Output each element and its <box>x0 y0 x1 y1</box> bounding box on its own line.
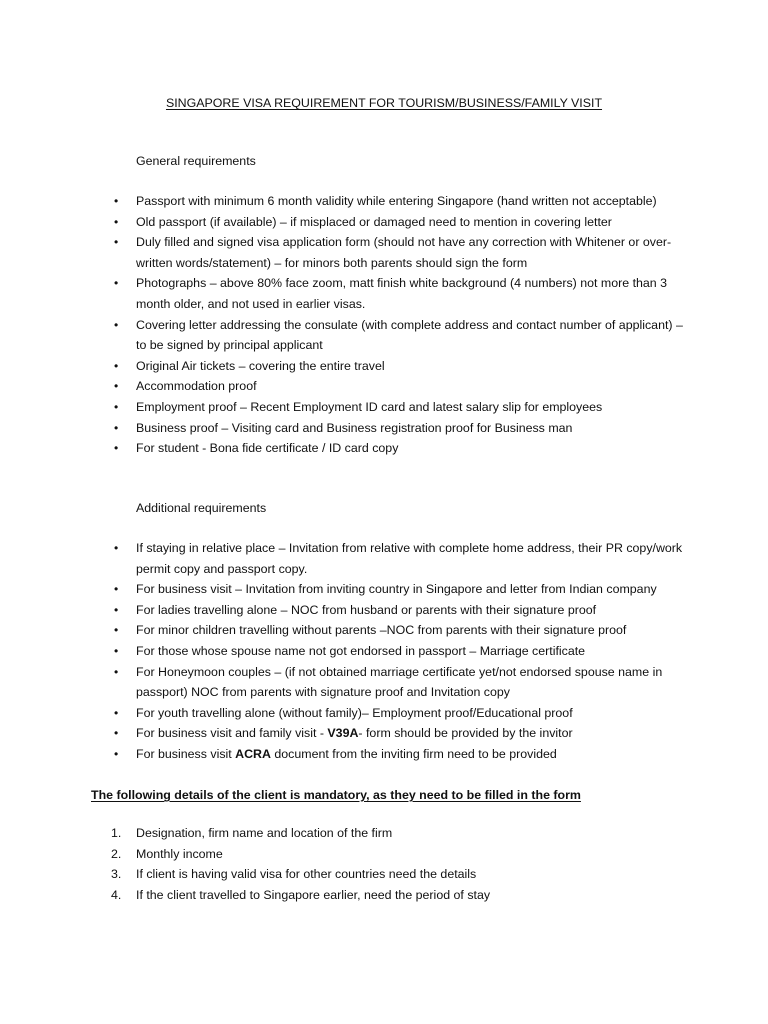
list-item: • Passport with minimum 6 month validity while entering Singapore (hand written not acceptable) <box>136 191 696 212</box>
item-number: 1. <box>111 826 122 840</box>
list-item: • Covering letter addressing the consulate (with complete address and contact number of applicant) – to be signed by principal applicant <box>136 315 696 356</box>
mandatory-details-heading: The following details of the client is mandatory, as they need to be filled in the form <box>91 788 581 802</box>
list-item: • Duly filled and signed visa application form (should not have any correction with Whitener or over-written words/statement) – for minors both parents should sign the form <box>136 232 696 273</box>
item-text: Monthly income <box>136 846 223 861</box>
list-item: • Original Air tickets – covering the entire travel <box>136 356 696 377</box>
list-item: • For minor children travelling without parents –NOC from parents with their signature proof <box>136 620 696 641</box>
general-requirements-heading: General requirements <box>136 154 256 168</box>
list-item: • For Honeymoon couples – (if not obtained marriage certificate yet/not endorsed spouse name in passport) NOC from parents with signature proof and Invitation copy <box>136 662 696 703</box>
v39a-form-name: V39A <box>327 726 359 741</box>
v39a-text-after: - form should be provided by the invitor <box>358 726 573 741</box>
item-text: If client is having valid visa for other countries need the details <box>136 867 477 882</box>
document-title: SINGAPORE VISA REQUIREMENT FOR TOURISM/BUSINESS/FAMILY VISIT <box>165 96 603 110</box>
additional-requirements-heading: Additional requirements <box>136 501 267 515</box>
acra-text-after: document from the inviting firm need to be provided <box>270 746 557 761</box>
acra-document-name: ACRA <box>235 746 271 761</box>
v39a-text-before: For business visit and family visit - <box>136 726 328 741</box>
list-item: • For those whose spouse name not got endorsed in passport – Marriage certificate <box>136 641 696 662</box>
list-item: • Old passport (if available) – if misplaced or damaged need to mention in covering letter <box>136 212 696 233</box>
list-item: • For ladies travelling alone – NOC from husband or parents with their signature proof <box>136 600 696 621</box>
list-item: • For business visit – Invitation from inviting country in Singapore and letter from Indian company <box>136 579 696 600</box>
numbered-item <box>111 823 696 844</box>
acra-text-before: For business visit <box>136 746 236 761</box>
list-item: • Accommodation proof <box>136 376 696 397</box>
additional-requirements-list <box>136 538 696 765</box>
item-number: 2. <box>111 846 122 861</box>
numbered-item <box>111 844 696 865</box>
general-requirements-list <box>136 191 696 459</box>
item-number: 4. <box>111 887 122 902</box>
list-item-acra <box>136 744 696 765</box>
mandatory-details-list <box>111 823 696 905</box>
numbered-item <box>111 885 696 906</box>
numbered-item <box>111 864 696 885</box>
list-item-v39a <box>136 723 696 744</box>
item-number: 3. <box>111 867 122 882</box>
item-text: If the client travelled to Singapore earlier, need the period of stay <box>136 887 491 902</box>
list-item: • Business proof – Visiting card and Business registration proof for Business man <box>136 418 696 439</box>
list-item: • If staying in relative place – Invitation from relative with complete home address, their PR copy/work permit copy and passport copy. <box>136 538 696 579</box>
list-item: • For youth travelling alone (without family)– Employment proof/Educational proof <box>136 703 696 724</box>
list-item: • Employment proof – Recent Employment ID card and latest salary slip for employees <box>136 397 696 418</box>
list-item: • For student - Bona fide certificate / ID card copy <box>136 438 696 459</box>
list-item: • Photographs – above 80% face zoom, matt finish white background (4 numbers) not more than 3 month older, and not used in earlier visas. <box>136 273 696 314</box>
item-text: Designation, firm name and location of the firm <box>136 826 393 840</box>
